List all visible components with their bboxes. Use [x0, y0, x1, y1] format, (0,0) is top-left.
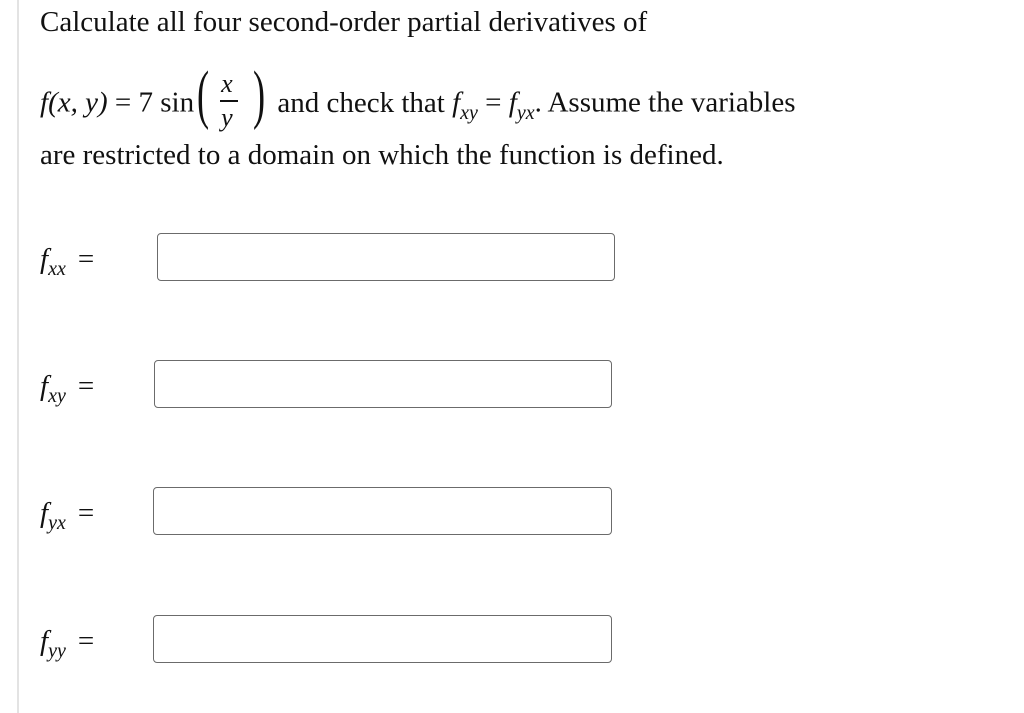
label-f: f [40, 370, 49, 402]
fraction-denominator: y [221, 103, 233, 132]
problem-line-3: are restricted to a domain on which the function is defined. [40, 139, 724, 171]
answer-input-fyx[interactable] [153, 487, 612, 535]
answer-input-fxx[interactable] [157, 233, 615, 281]
fraction [194, 58, 268, 136]
check-f1: f [452, 86, 461, 119]
answer-label-fxx [40, 241, 94, 280]
check-f2: f [508, 86, 517, 119]
left-border [17, 0, 19, 713]
function-name: f [40, 86, 49, 119]
problem-line-1: Calculate all four second-order partial derivatives of [40, 6, 648, 38]
label-equals: = [77, 243, 95, 275]
function-equals: = [114, 86, 132, 119]
check-sub2: yx [516, 101, 535, 124]
function-coefficient: 7 sin [138, 86, 195, 119]
label-subscript: xy [48, 385, 66, 407]
check-text: and check that [277, 86, 445, 119]
label-subscript: yy [48, 640, 66, 662]
answer-input-fyy[interactable] [153, 615, 612, 663]
answer-input-fxy[interactable] [154, 360, 612, 408]
answer-label-fyx [40, 495, 94, 534]
fraction-numerator: x [221, 69, 233, 98]
answer-label-fxy [40, 368, 94, 407]
label-equals: = [77, 370, 95, 402]
check-sub1: xy [460, 101, 478, 124]
label-equals: = [77, 625, 95, 657]
left-paren: ( [197, 58, 210, 131]
check-equals: = [485, 86, 502, 119]
function-args: (x, y) [48, 86, 108, 119]
label-subscript: xx [48, 258, 66, 280]
right-paren: ) [253, 58, 266, 131]
label-subscript: yx [48, 512, 66, 534]
label-f: f [40, 497, 49, 529]
check-tail: . Assume the variables [534, 86, 796, 119]
label-equals: = [77, 497, 95, 529]
label-f: f [40, 243, 49, 275]
answer-label-fyy [40, 623, 94, 662]
label-f: f [40, 625, 49, 657]
problem-line-2 [40, 58, 796, 142]
